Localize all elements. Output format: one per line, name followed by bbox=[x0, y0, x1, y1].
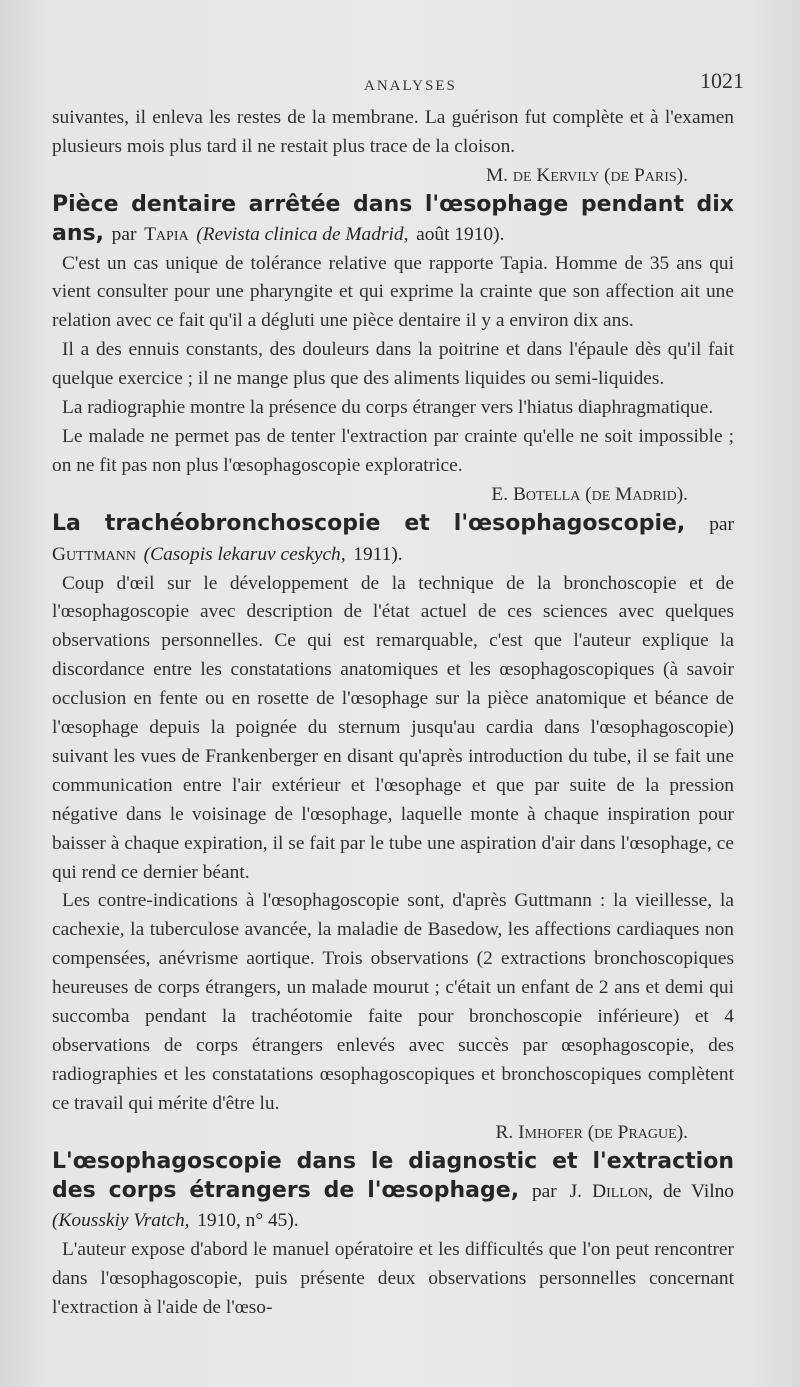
article-paragraph: C'est un cas unique de tolérance relative que rapporte Tapia. Homme de 35 ans qui vient consulter pour une pharyngite et qui exprime la crainte que son affection ait une relation avec ce fait qu'il a dégluti une pièce dentaire il y a environ dix ans. bbox=[52, 252, 734, 332]
article-heading bbox=[52, 1148, 734, 1237]
page-header bbox=[60, 68, 744, 102]
article-heading bbox=[52, 510, 734, 570]
article-tapia bbox=[52, 191, 734, 510]
article-heading bbox=[52, 191, 734, 250]
article-paragraph: L'auteur expose d'abord le manuel opératoire et les difficultés que l'on peut rencontrer dans l'œsophagoscopie, puis présente deux observations personnelles concernant l'extraction à l'aide de l'œso- bbox=[52, 1239, 734, 1319]
article-paragraph: Les contre-indications à l'œsophagoscopie sont, d'après Guttmann : la vieillesse, la cachexie, la tuberculose avancée, la maladie de Basedow, les affections cardiaques non compensées, anévrisme aortique. Trois observations (2 extractions bronchoscopiques heureuses de corps étrangers, un malade mourut ; c'était un enfant de 2 ans et demi qui succomba pendant la trachéotomie faite pour bronchoscopie inférieure) et 4 observations de corps étrangers enlevés avec succès par œsophagoscopie, des radiographies et les constatations œsophagoscopiques et bronchoscopiques complètent ce travail qui mérite d'être lu. bbox=[52, 890, 734, 1114]
article-source-journal: (Revista clinica de Madrid, bbox=[196, 223, 409, 245]
article-source-date: août 1910). bbox=[416, 223, 505, 245]
article-source-journal: (Casopis lekaruv ceskych, bbox=[143, 543, 346, 565]
article-source-date: 1910, n° 45). bbox=[197, 1210, 299, 1232]
article-author: Tapia bbox=[144, 223, 189, 245]
page-number: 1021 bbox=[700, 68, 744, 93]
article-source-journal: (Kousskiy Vratch, bbox=[52, 1210, 190, 1232]
article-author-location: , de Vilno bbox=[648, 1180, 735, 1202]
article-author: Guttmann bbox=[52, 543, 136, 565]
article-dillon bbox=[52, 1148, 734, 1323]
article-author-prefix: par bbox=[531, 1180, 557, 1202]
page-body bbox=[52, 104, 734, 1323]
article-author-prefix: par bbox=[111, 223, 137, 245]
running-head: ANALYSES bbox=[364, 78, 457, 94]
continuation-paragraph: suivantes, il enleva les restes de la membrane. La guérison fut complète et à l'examen plusieurs mois plus tard il ne restait plus trace de la cloison. bbox=[52, 107, 734, 157]
article-signature: M. de Kervily (de Paris). bbox=[485, 164, 688, 186]
article-paragraph: Coup d'œil sur le développement de la technique de la bronchoscopie et de l'œsophagoscopie avec description de l'état actuel de ces sciences avec quelques observations personnelles. Ce qui est remarquable, c'est que l'auteur explique la discordance entre les constatations anatomiques et les œsophagoscopiques (à savoir occlusion en fente ou en rosette de l'œsophage sur la pièce anatomique et béance de l'œsophage depuis la poignée du sternum jusqu'au cardia dans l'œsophagoscopie) suivant les vues de Frankenberger en disant qu'après introduction du tube, il se fait une communication entre l'air extérieur et l'œsophage et que par suite de la pression négative dans le voisinage de l'œsophage, laquelle monte à chaque inspiration pour baisser à chaque expiration, il se fait par le tube une aspiration d'air dans l'œsophage, ce qui rend ce dernier béant. bbox=[52, 572, 734, 883]
article-paragraph: Le malade ne permet pas de tenter l'extraction par crainte qu'elle ne soit impossible ; on ne fit pas non plus l'œsophagoscopie exploratrice. bbox=[52, 425, 734, 476]
article-signature: E. Botella (de Madrid). bbox=[491, 483, 688, 505]
article-title: Pièce dentaire arrêtée dans l'œsophage pendant dix ans, bbox=[52, 191, 734, 246]
article-paragraph: La radiographie montre la présence du corps étranger vers l'hiatus diaphragmatique. bbox=[62, 397, 714, 419]
article-source-date: 1911). bbox=[353, 543, 403, 565]
article-author: J. Dillon bbox=[569, 1180, 649, 1202]
article-guttmann bbox=[52, 510, 734, 1148]
article-signature: R. Imhofer (de Prague). bbox=[495, 1121, 688, 1143]
article-title: L'œsophagoscopie dans le diagnostic et l'extraction des corps étrangers de l'œsophage, bbox=[52, 1148, 734, 1203]
article-title: La trachéobronchoscopie et l'œsophagoscopie, bbox=[52, 510, 686, 536]
article-paragraph: Il a des ennuis constants, des douleurs dans la poitrine et dans l'épaule dès qu'il fait quelque exercice ; il ne mange plus que des aliments liquides ou semi-liquides. bbox=[52, 339, 734, 390]
article-author-prefix: par bbox=[709, 513, 734, 535]
